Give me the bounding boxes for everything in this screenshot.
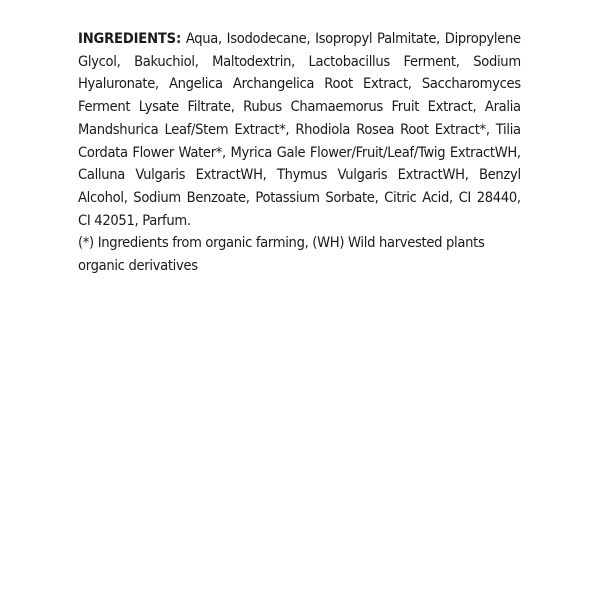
ingredients-paragraph bbox=[78, 28, 521, 232]
ingredients-heading: INGREDIENTS: bbox=[78, 30, 182, 47]
ingredients-footnote: (*) Ingredients from organic farming, (WH) Wild harvested plants organic derivatives bbox=[78, 234, 485, 275]
ingredients-list: Aqua, Isododecane, Isopropyl Palmitate, Dipropylene Glycol, Bakuchiol, Maltodextrin, Lactobacillus Ferment, Sodium Hyaluronate, Angelica Archangelica Root Extract, Saccharomyces Ferment Lysate Filtrate, Rubus Chamaemorus Fruit Extract, Aralia Mandshurica Leaf/Stem Extract*, Rhodiola Rosea Root Extract*, Tilia Cordata Flower Water*, Myrica Gale Flower/Fruit/Leaf/Twig ExtractWH, Calluna Vulgaris ExtractWH, Thymus Vulgaris ExtractWH, Benzyl Alcohol, Sodium Benzoate, Potassium Sorbate, Citric Acid, CI 28440, CI 42051, Parfum. bbox=[78, 30, 521, 229]
ingredients-label bbox=[78, 28, 521, 278]
